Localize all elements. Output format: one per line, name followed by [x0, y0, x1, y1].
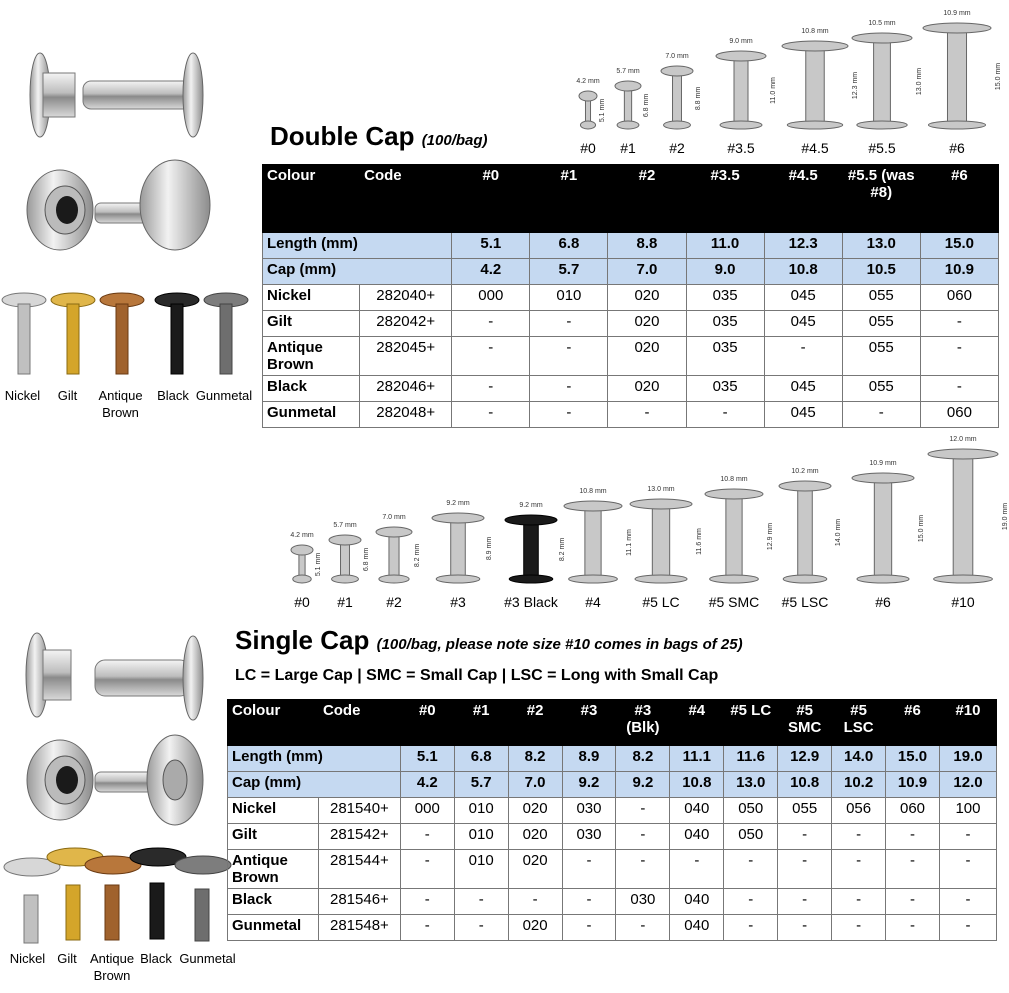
rivet-illustration	[430, 511, 486, 587]
item-suffix: -	[886, 850, 940, 889]
finish-name: Gilt	[228, 824, 319, 850]
item-suffix: 056	[832, 798, 886, 824]
header-size: #10	[939, 700, 996, 746]
length-dimension-label: 12.9 mm	[767, 522, 775, 551]
item-suffix: 020	[608, 376, 686, 402]
header-size: #4	[670, 700, 724, 746]
finish-label-gunmetal: Gunmetal	[179, 951, 236, 966]
item-suffix: -	[724, 850, 778, 889]
product-code: 282040+	[360, 285, 452, 311]
cap-dimension-label: 10.5 mm	[868, 20, 896, 27]
header-size: #3.5	[686, 165, 764, 233]
item-suffix: -	[530, 337, 608, 376]
table-row	[263, 285, 999, 311]
size-label: #5 LSC	[781, 594, 829, 610]
item-suffix: 060	[920, 402, 998, 428]
rivet-illustration	[503, 513, 559, 587]
item-suffix: -	[400, 824, 454, 850]
size-label: #5.5	[868, 140, 896, 156]
length-value: 19.0	[939, 746, 996, 772]
size-label: #4	[585, 594, 601, 610]
item-suffix: -	[562, 889, 616, 915]
header-size: #1	[530, 165, 608, 233]
finish-name: Gunmetal	[263, 402, 360, 428]
rivet-illustration	[926, 447, 1000, 587]
finish-label-nickel: Nickel	[9, 951, 46, 966]
header-size: #3 (Blk)	[616, 700, 670, 746]
cap-dimension-label: 13.0 mm	[647, 486, 675, 493]
size-label: #5 LC	[642, 594, 680, 610]
length-dimension-label: 11.6 mm	[695, 528, 703, 555]
length-row	[263, 233, 999, 259]
item-suffix: 040	[670, 889, 724, 915]
finish-label-nickel: Nickel	[4, 388, 41, 403]
length-value: 11.1	[670, 746, 724, 772]
length-value: 8.9	[562, 746, 616, 772]
double-cap-title-text: Double Cap	[270, 121, 415, 151]
header-size: #2	[508, 700, 562, 746]
table-row	[228, 889, 997, 915]
length-dimension-label: 12.3 mm	[852, 71, 860, 100]
item-suffix: -	[452, 337, 530, 376]
item-suffix: -	[939, 824, 996, 850]
single-cap-subtitle: (100/bag, please note size #10 comes in bags of 25)	[376, 636, 743, 653]
cap-value: 12.0	[939, 772, 996, 798]
product-code: 281544+	[318, 850, 400, 889]
cap-value: 4.2	[400, 772, 454, 798]
rivet-illustration	[562, 499, 624, 587]
item-suffix: 030	[562, 824, 616, 850]
finish-label-gilt: Gilt	[57, 388, 78, 403]
item-suffix: 045	[764, 311, 842, 337]
item-suffix: 040	[670, 824, 724, 850]
length-value: 8.2	[508, 746, 562, 772]
length-value: 15.0	[920, 233, 998, 259]
size-label: #1	[337, 594, 353, 610]
finish-label-gilt: Gilt	[57, 951, 77, 966]
item-suffix: 020	[508, 915, 562, 941]
cap-value: 5.7	[454, 772, 508, 798]
item-suffix: 035	[686, 376, 764, 402]
cap-dimension-label: 9.0 mm	[729, 38, 753, 45]
rivet-illustration	[780, 39, 850, 133]
product-code: 281542+	[318, 824, 400, 850]
item-suffix: 045	[764, 402, 842, 428]
double-cap-table	[262, 164, 999, 428]
length-value: 13.0	[842, 233, 920, 259]
header-size: #5 LC	[724, 700, 778, 746]
item-suffix: 010	[530, 285, 608, 311]
item-suffix: -	[832, 915, 886, 941]
item-suffix: 020	[508, 798, 562, 824]
item-suffix: -	[530, 402, 608, 428]
item-suffix: -	[616, 824, 670, 850]
item-suffix: 055	[842, 376, 920, 402]
item-suffix: 000	[400, 798, 454, 824]
header-colour: Colour	[228, 700, 319, 746]
item-suffix: 040	[670, 915, 724, 941]
finish-label-antique-brown: Antique Brown	[89, 951, 135, 983]
header-colour: Colour	[263, 165, 360, 233]
gunmetal-rivet-sample	[204, 293, 248, 374]
length-dimension-label: 8.8 mm	[695, 86, 703, 110]
size-label: #3 Black	[504, 594, 558, 610]
item-suffix: 050	[724, 798, 778, 824]
cap-dimension-label: 10.9 mm	[943, 10, 971, 17]
cap-value: 10.8	[670, 772, 724, 798]
cap-dimension-label: 5.7 mm	[616, 68, 640, 75]
finish-name: Antique Brown	[228, 850, 319, 889]
cap-value: 10.5	[842, 259, 920, 285]
cap-dimension-label: 9.2 mm	[446, 500, 470, 507]
item-suffix: 035	[686, 285, 764, 311]
item-suffix: 035	[686, 337, 764, 376]
item-suffix: 010	[454, 798, 508, 824]
cap-value: 9.2	[616, 772, 670, 798]
table-row	[228, 850, 997, 889]
cap-value: 9.2	[562, 772, 616, 798]
length-value: 5.1	[452, 233, 530, 259]
size-label: #6	[949, 140, 965, 156]
item-suffix: 040	[670, 798, 724, 824]
cap-row	[228, 772, 997, 798]
rivet-illustration	[850, 31, 914, 133]
length-dimension-label: 11.0 mm	[769, 77, 777, 104]
table-row	[228, 915, 997, 941]
size-label: #3.5	[727, 140, 755, 156]
size-label: #6	[875, 594, 891, 610]
rivet-illustration	[327, 533, 363, 587]
item-suffix: -	[616, 915, 670, 941]
item-suffix: 100	[939, 798, 996, 824]
size-label: #2	[669, 140, 685, 156]
item-suffix: 020	[608, 337, 686, 376]
cap-dimension-label: 10.8 mm	[579, 488, 607, 495]
item-suffix: -	[400, 889, 454, 915]
table-header-row	[263, 165, 999, 233]
item-suffix: -	[842, 402, 920, 428]
item-suffix: 050	[724, 824, 778, 850]
item-suffix: 010	[454, 850, 508, 889]
rivet-illustration	[850, 471, 916, 587]
finish-name: Nickel	[228, 798, 319, 824]
cap-value: 10.9	[920, 259, 998, 285]
size-label: #5 SMC	[708, 594, 760, 610]
cap-value: 10.8	[778, 772, 832, 798]
item-suffix: -	[616, 798, 670, 824]
cap-dimension-label: 4.2 mm	[576, 78, 600, 85]
item-suffix: -	[778, 850, 832, 889]
item-suffix: -	[400, 850, 454, 889]
finish-name: Black	[228, 889, 319, 915]
item-suffix: 030	[562, 798, 616, 824]
single-cap-abbreviation-note: LC = Large Cap | SMC = Small Cap | LSC = Long with Small Cap	[235, 667, 719, 684]
nickel-rivet-sample	[2, 293, 46, 374]
product-code: 281546+	[318, 889, 400, 915]
length-value: 6.8	[530, 233, 608, 259]
length-row	[228, 746, 997, 772]
length-value: 14.0	[832, 746, 886, 772]
length-label: Length (mm)	[263, 233, 452, 259]
size-label: #10	[951, 594, 975, 610]
rivet-illustration	[921, 21, 993, 133]
finish-label-gunmetal: Gunmetal	[195, 388, 253, 403]
cap-value: 7.0	[508, 772, 562, 798]
size-label: #2	[386, 594, 402, 610]
item-suffix: 060	[886, 798, 940, 824]
item-suffix: -	[778, 824, 832, 850]
item-suffix: -	[562, 915, 616, 941]
length-dimension-label: 15.0 mm	[918, 514, 926, 543]
rivet-illustration	[577, 89, 599, 133]
length-label: Length (mm)	[228, 746, 401, 772]
item-suffix: 045	[764, 376, 842, 402]
item-suffix: -	[886, 824, 940, 850]
length-value: 8.2	[616, 746, 670, 772]
item-suffix: -	[508, 889, 562, 915]
item-suffix: -	[920, 337, 998, 376]
cap-dimension-label: 10.9 mm	[869, 460, 897, 467]
table-row	[228, 798, 997, 824]
double-cap-subtitle: (100/bag)	[421, 132, 488, 149]
finish-label-antique-brown: Antique Brown	[98, 388, 143, 420]
rivet-illustration	[714, 49, 768, 133]
finish-name: Nickel	[263, 285, 360, 311]
cap-value: 7.0	[608, 259, 686, 285]
item-suffix: 055	[778, 798, 832, 824]
rivet-illustration	[613, 79, 643, 133]
product-code: 282042+	[360, 311, 452, 337]
item-suffix: 020	[508, 850, 562, 889]
length-value: 12.9	[778, 746, 832, 772]
item-suffix: -	[939, 850, 996, 889]
product-code: 281548+	[318, 915, 400, 941]
rivet-illustration	[625, 497, 694, 587]
cap-dimension-label: 7.0 mm	[665, 53, 689, 60]
item-suffix: -	[452, 311, 530, 337]
item-suffix: -	[832, 824, 886, 850]
item-suffix: -	[400, 915, 454, 941]
item-suffix: 020	[608, 285, 686, 311]
antique-brown-rivet-sample	[100, 293, 144, 374]
cap-dimension-label: 4.2 mm	[290, 532, 314, 539]
item-suffix: -	[886, 915, 940, 941]
item-suffix: -	[608, 402, 686, 428]
header-size: #1	[454, 700, 508, 746]
product-code: 282046+	[360, 376, 452, 402]
cap-dimension-label: 10.8 mm	[801, 28, 829, 35]
length-dimension-label: 6.8 mm	[643, 93, 651, 118]
item-suffix: -	[778, 915, 832, 941]
nickel-rivet-sample	[4, 858, 60, 943]
item-suffix: 035	[686, 311, 764, 337]
item-suffix: 030	[616, 889, 670, 915]
length-dimension-label: 11.1 mm	[625, 529, 633, 556]
finish-name: Gunmetal	[228, 915, 319, 941]
size-label: #4.5	[801, 140, 829, 156]
item-suffix: -	[562, 850, 616, 889]
header-size: #2	[608, 165, 686, 233]
single-cap-finish-samples	[0, 845, 240, 945]
item-suffix: -	[454, 915, 508, 941]
table-row	[263, 402, 999, 428]
header-size: #3	[562, 700, 616, 746]
item-suffix: 055	[842, 285, 920, 311]
header-code: Code	[360, 165, 452, 233]
finish-name: Black	[263, 376, 360, 402]
gilt-rivet-sample	[51, 293, 95, 374]
item-suffix: -	[452, 402, 530, 428]
header-size: #0	[400, 700, 454, 746]
cap-row	[263, 259, 999, 285]
cap-dimension-label: 10.8 mm	[720, 476, 748, 483]
single-cap-table	[227, 699, 997, 941]
item-suffix: -	[724, 915, 778, 941]
cap-value: 4.2	[452, 259, 530, 285]
cap-dimension-label: 7.0 mm	[382, 514, 406, 521]
length-dimension-label: 5.1 mm	[599, 98, 607, 123]
double-cap-title	[270, 121, 488, 152]
cap-value: 5.7	[530, 259, 608, 285]
item-suffix: -	[939, 915, 996, 941]
item-suffix: -	[920, 311, 998, 337]
item-suffix: -	[939, 889, 996, 915]
item-suffix: -	[920, 376, 998, 402]
item-suffix: -	[832, 850, 886, 889]
table-row	[263, 311, 999, 337]
cap-dimension-label: 9.2 mm	[519, 502, 543, 509]
product-code: 282048+	[360, 402, 452, 428]
length-dimension-label: 14.0 mm	[835, 518, 843, 547]
table-row	[228, 824, 997, 850]
item-suffix: -	[670, 850, 724, 889]
finish-label-black: Black	[140, 951, 172, 966]
double-cap-finish-samples	[0, 290, 255, 385]
table-header-row	[228, 700, 997, 746]
item-suffix: -	[454, 889, 508, 915]
item-suffix: -	[724, 889, 778, 915]
header-size: #5 SMC	[778, 700, 832, 746]
finish-label-black: Black	[157, 388, 189, 403]
rivet-illustration	[777, 479, 833, 587]
rivet-illustration	[659, 64, 695, 133]
length-dimension-label: 5.1 mm	[315, 552, 323, 577]
item-suffix: -	[832, 889, 886, 915]
item-suffix: 020	[608, 311, 686, 337]
cap-value: 9.0	[686, 259, 764, 285]
item-suffix: -	[686, 402, 764, 428]
table-row	[263, 376, 999, 402]
item-suffix: 055	[842, 337, 920, 376]
item-suffix: -	[778, 889, 832, 915]
cap-dimension-label: 12.0 mm	[949, 436, 977, 443]
item-suffix: -	[530, 311, 608, 337]
cap-dimension-label: 10.2 mm	[791, 468, 819, 475]
item-suffix: -	[616, 850, 670, 889]
header-size: #4.5	[764, 165, 842, 233]
cap-value: 10.8	[764, 259, 842, 285]
header-code: Code	[318, 700, 400, 746]
size-label: #0	[294, 594, 310, 610]
header-size: #0	[452, 165, 530, 233]
item-suffix: -	[452, 376, 530, 402]
length-value: 15.0	[886, 746, 940, 772]
table-row	[263, 337, 999, 376]
rivet-illustration	[289, 543, 315, 587]
rivet-illustration	[703, 487, 765, 587]
item-suffix: 045	[764, 285, 842, 311]
length-value: 12.3	[764, 233, 842, 259]
cap-value: 10.2	[832, 772, 886, 798]
item-suffix: -	[886, 889, 940, 915]
length-dimension-label: 6.8 mm	[363, 547, 371, 572]
finish-name: Gilt	[263, 311, 360, 337]
item-suffix: 020	[508, 824, 562, 850]
length-dimension-label: 13.0 mm	[916, 67, 924, 96]
cap-dimension-label: 5.7 mm	[333, 522, 357, 529]
product-code: 281540+	[318, 798, 400, 824]
finish-name: Antique Brown	[263, 337, 360, 376]
length-value: 11.0	[686, 233, 764, 259]
size-label: #0	[580, 140, 596, 156]
item-suffix: -	[764, 337, 842, 376]
header-size: #5.5 (was #8)	[842, 165, 920, 233]
length-value: 6.8	[454, 746, 508, 772]
gunmetal-rivet-sample	[175, 856, 231, 941]
black-rivet-sample	[155, 293, 199, 374]
header-size: #6	[886, 700, 940, 746]
length-dimension-label: 8.2 mm	[414, 543, 422, 568]
item-suffix: 010	[454, 824, 508, 850]
item-suffix: -	[530, 376, 608, 402]
product-code: 282045+	[360, 337, 452, 376]
length-dimension-label: 15.0 mm	[995, 62, 1003, 91]
length-value: 5.1	[400, 746, 454, 772]
item-suffix: 060	[920, 285, 998, 311]
cap-label: Cap (mm)	[263, 259, 452, 285]
cap-value: 13.0	[724, 772, 778, 798]
rivet-illustration	[374, 525, 414, 587]
single-cap-title	[235, 625, 743, 656]
header-size: #5 LSC	[832, 700, 886, 746]
length-dimension-label: 8.9 mm	[486, 536, 494, 561]
single-cap-title-text: Single Cap	[235, 625, 370, 655]
cap-label: Cap (mm)	[228, 772, 401, 798]
single-cap-product-photo	[15, 630, 215, 830]
size-label: #3	[450, 594, 466, 610]
length-value: 8.8	[608, 233, 686, 259]
cap-value: 10.9	[886, 772, 940, 798]
length-dimension-label: 19.0 mm	[1002, 502, 1009, 531]
size-label: #1	[620, 140, 636, 156]
double-cap-product-photo	[15, 45, 215, 265]
item-suffix: 055	[842, 311, 920, 337]
item-suffix: 000	[452, 285, 530, 311]
length-value: 11.6	[724, 746, 778, 772]
header-size: #6	[920, 165, 998, 233]
antique-brown-rivet-sample	[85, 856, 141, 940]
length-dimension-label: 8.2 mm	[559, 537, 567, 562]
